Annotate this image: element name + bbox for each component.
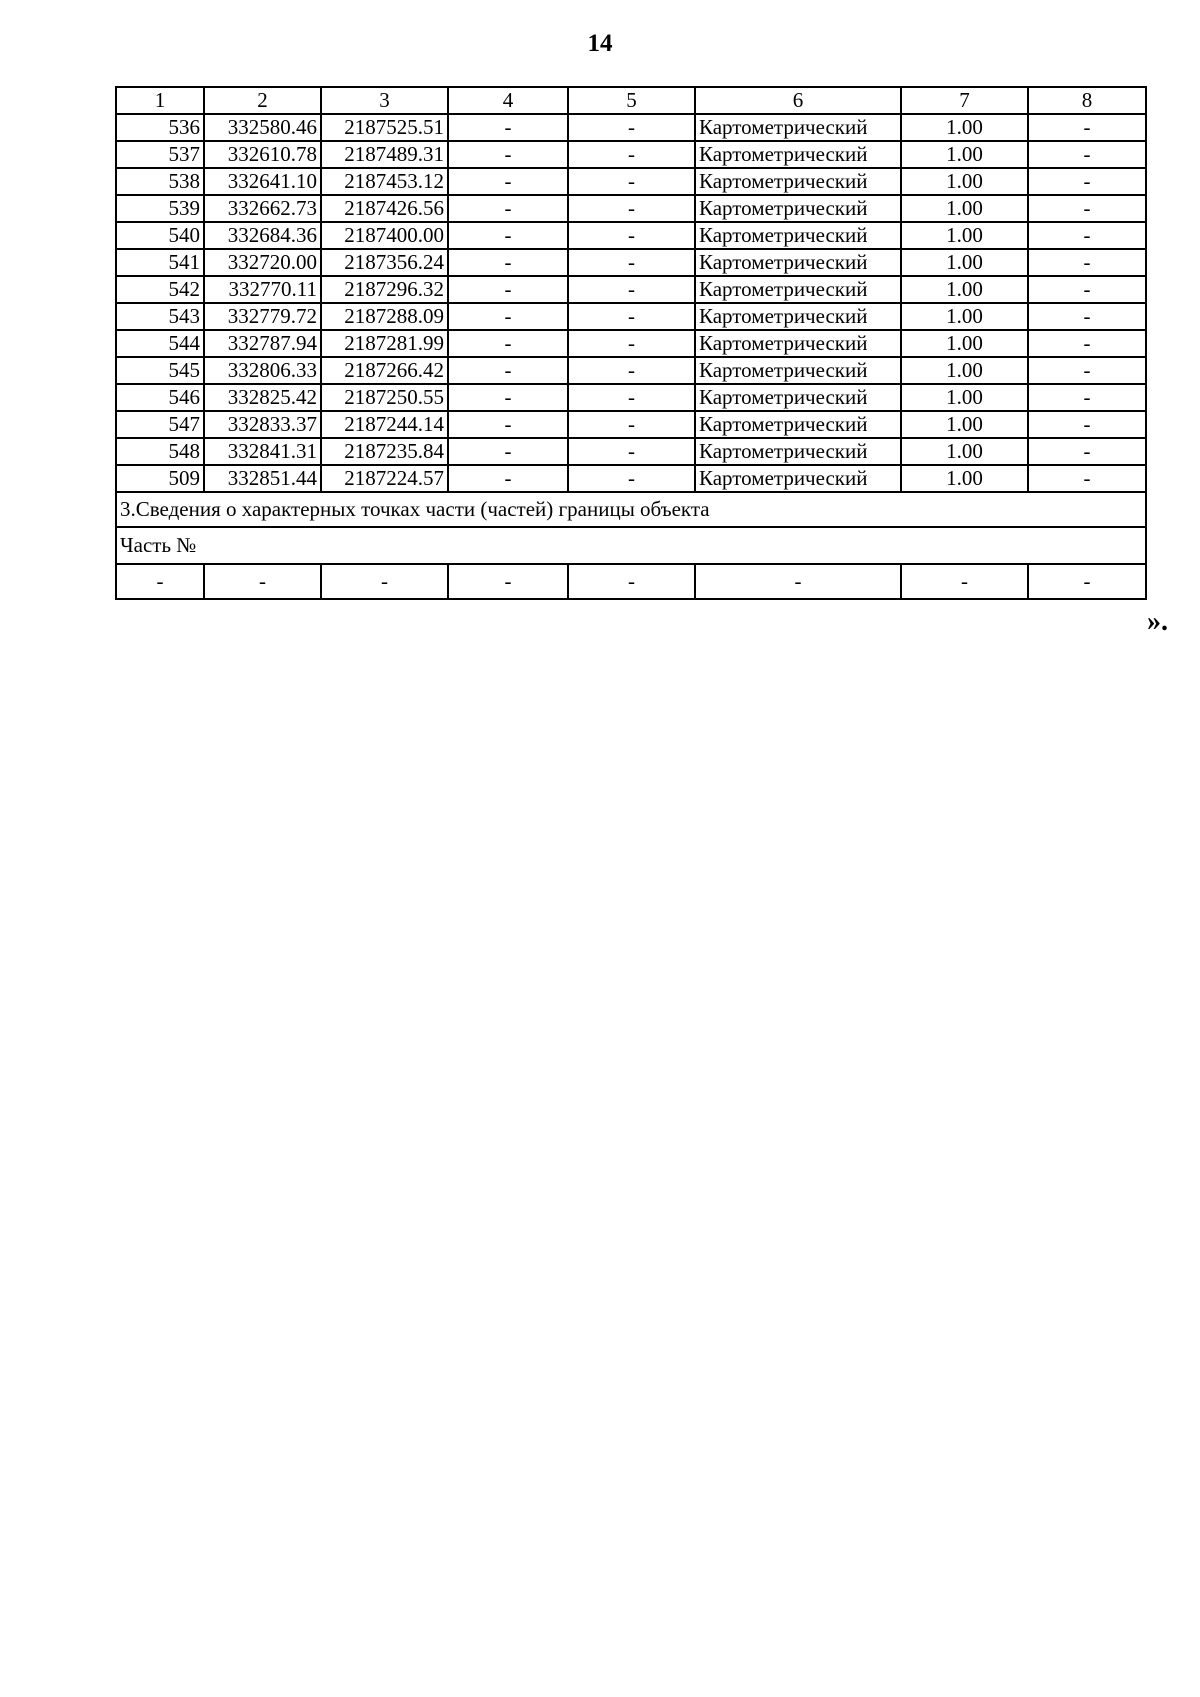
table-cell: - bbox=[568, 357, 695, 384]
table-cell: 332720.00 bbox=[204, 249, 321, 276]
table-cell: 2187266.42 bbox=[321, 357, 448, 384]
table-cell: 1.00 bbox=[901, 330, 1028, 357]
part-label: Часть № bbox=[116, 527, 1146, 564]
table-cell: - bbox=[1028, 357, 1146, 384]
table-cell: - bbox=[448, 357, 568, 384]
table-cell: - bbox=[1028, 249, 1146, 276]
table-cell: Картометрический bbox=[695, 114, 901, 141]
table-cell: 332825.42 bbox=[204, 384, 321, 411]
table-cell: 539 bbox=[116, 195, 204, 222]
table-cell: - bbox=[448, 276, 568, 303]
table-cell: Картометрический bbox=[695, 330, 901, 357]
table-cell: 2187235.84 bbox=[321, 438, 448, 465]
table-cell: 542 bbox=[116, 276, 204, 303]
table-cell: - bbox=[568, 330, 695, 357]
table-cell: 2187296.32 bbox=[321, 276, 448, 303]
table-cell: Картометрический bbox=[695, 438, 901, 465]
section-title-row bbox=[116, 492, 1146, 527]
table-cell: - bbox=[1028, 141, 1146, 168]
table-cell: - bbox=[448, 330, 568, 357]
table-cell: 1.00 bbox=[901, 438, 1028, 465]
table-cell: 332580.46 bbox=[204, 114, 321, 141]
table-cell: - bbox=[1028, 168, 1146, 195]
header-cell: 7 bbox=[901, 87, 1028, 114]
table-cell: - bbox=[448, 222, 568, 249]
table-cell: - bbox=[1028, 222, 1146, 249]
table-cell: 2187281.99 bbox=[321, 330, 448, 357]
table-cell: - bbox=[568, 222, 695, 249]
header-cell: 3 bbox=[321, 87, 448, 114]
table-cell: 2187244.14 bbox=[321, 411, 448, 438]
table-cell: 541 bbox=[116, 249, 204, 276]
table-cell: - bbox=[1028, 276, 1146, 303]
header-cell: 1 bbox=[116, 87, 204, 114]
table-cell: 332610.78 bbox=[204, 141, 321, 168]
table-cell: - bbox=[1028, 438, 1146, 465]
table-cell: 2187489.31 bbox=[321, 141, 448, 168]
table-cell: - bbox=[568, 249, 695, 276]
table-cell: - bbox=[448, 564, 568, 599]
table-cell: 332806.33 bbox=[204, 357, 321, 384]
table-cell: 537 bbox=[116, 141, 204, 168]
table-row bbox=[116, 249, 1146, 276]
table-cell: 332787.94 bbox=[204, 330, 321, 357]
table-cell: Картометрический bbox=[695, 411, 901, 438]
table-cell: 548 bbox=[116, 438, 204, 465]
table-cell: - bbox=[321, 564, 448, 599]
table-cell: - bbox=[448, 438, 568, 465]
table-cell: 1.00 bbox=[901, 195, 1028, 222]
table-cell: - bbox=[901, 564, 1028, 599]
table-cell: - bbox=[1028, 195, 1146, 222]
table-cell: 1.00 bbox=[901, 384, 1028, 411]
table-row bbox=[116, 141, 1146, 168]
table-cell: Картометрический bbox=[695, 303, 901, 330]
table-cell: - bbox=[1028, 564, 1146, 599]
coordinates-table bbox=[115, 86, 1147, 600]
table-row bbox=[116, 114, 1146, 141]
table-row bbox=[116, 411, 1146, 438]
table-cell: 540 bbox=[116, 222, 204, 249]
table-cell: 536 bbox=[116, 114, 204, 141]
table-cell: 1.00 bbox=[901, 168, 1028, 195]
part-row bbox=[116, 527, 1146, 564]
table-cell: - bbox=[1028, 384, 1146, 411]
header-cell: 2 bbox=[204, 87, 321, 114]
table-cell: 2187250.55 bbox=[321, 384, 448, 411]
table-header-row bbox=[116, 87, 1146, 114]
table-cell: 332779.72 bbox=[204, 303, 321, 330]
table-cell: Картометрический bbox=[695, 249, 901, 276]
table-cell: 2187224.57 bbox=[321, 465, 448, 492]
table-cell: Картометрический bbox=[695, 222, 901, 249]
table-cell: - bbox=[1028, 303, 1146, 330]
table-cell: 547 bbox=[116, 411, 204, 438]
header-cell: 8 bbox=[1028, 87, 1146, 114]
table-cell: 2187453.12 bbox=[321, 168, 448, 195]
table-cell: - bbox=[1028, 114, 1146, 141]
header-cell: 5 bbox=[568, 87, 695, 114]
table-cell: - bbox=[448, 249, 568, 276]
table-row bbox=[116, 465, 1146, 492]
table-row bbox=[116, 303, 1146, 330]
table-cell: Картометрический bbox=[695, 357, 901, 384]
header-cell: 6 bbox=[695, 87, 901, 114]
table-row bbox=[116, 168, 1146, 195]
table-cell: 543 bbox=[116, 303, 204, 330]
table-cell: - bbox=[568, 114, 695, 141]
table-cell: 1.00 bbox=[901, 249, 1028, 276]
table-cell: Картометрический bbox=[695, 141, 901, 168]
table-cell: 509 bbox=[116, 465, 204, 492]
table-cell: - bbox=[1028, 330, 1146, 357]
table-cell: 2187426.56 bbox=[321, 195, 448, 222]
table-cell: - bbox=[448, 168, 568, 195]
section-title: 3.Сведения о характерных точках части (частей) границы объекта bbox=[116, 492, 1146, 527]
part-data-row bbox=[116, 564, 1146, 599]
table-cell: - bbox=[568, 411, 695, 438]
table-cell: - bbox=[448, 141, 568, 168]
table-cell: - bbox=[204, 564, 321, 599]
header-cell: 4 bbox=[448, 87, 568, 114]
table-cell: Картометрический bbox=[695, 195, 901, 222]
table-cell: 538 bbox=[116, 168, 204, 195]
table-row bbox=[116, 438, 1146, 465]
table-cell: - bbox=[568, 195, 695, 222]
table-cell: - bbox=[448, 411, 568, 438]
table-cell: 1.00 bbox=[901, 465, 1028, 492]
table-row bbox=[116, 195, 1146, 222]
table-cell: - bbox=[568, 276, 695, 303]
table-cell: 545 bbox=[116, 357, 204, 384]
table-row bbox=[116, 384, 1146, 411]
table-cell: 332851.44 bbox=[204, 465, 321, 492]
closing-quote: ». bbox=[1147, 606, 1168, 637]
table-cell: - bbox=[1028, 465, 1146, 492]
table-cell: - bbox=[1028, 411, 1146, 438]
table-cell: - bbox=[568, 141, 695, 168]
table-cell: 2187356.24 bbox=[321, 249, 448, 276]
table-cell: 2187288.09 bbox=[321, 303, 448, 330]
table-cell: 1.00 bbox=[901, 303, 1028, 330]
table-cell: - bbox=[448, 195, 568, 222]
table-row bbox=[116, 276, 1146, 303]
table-cell: 1.00 bbox=[901, 411, 1028, 438]
table-cell: Картометрический bbox=[695, 168, 901, 195]
table-cell: 1.00 bbox=[901, 114, 1028, 141]
table-cell: 1.00 bbox=[901, 141, 1028, 168]
table-cell: - bbox=[568, 564, 695, 599]
table-cell: 2187525.51 bbox=[321, 114, 448, 141]
table-cell: 1.00 bbox=[901, 222, 1028, 249]
table-cell: 332770.11 bbox=[204, 276, 321, 303]
table-cell: 544 bbox=[116, 330, 204, 357]
table-cell: - bbox=[568, 438, 695, 465]
table-cell: 1.00 bbox=[901, 357, 1028, 384]
table-cell: 332641.10 bbox=[204, 168, 321, 195]
table-cell: 546 bbox=[116, 384, 204, 411]
table-row bbox=[116, 222, 1146, 249]
table-cell: - bbox=[448, 303, 568, 330]
table-cell: 332841.31 bbox=[204, 438, 321, 465]
table-cell: 332662.73 bbox=[204, 195, 321, 222]
table-row bbox=[116, 357, 1146, 384]
table-cell: - bbox=[448, 114, 568, 141]
table-cell: - bbox=[448, 465, 568, 492]
table-cell: - bbox=[116, 564, 204, 599]
table-cell: 2187400.00 bbox=[321, 222, 448, 249]
table-cell: Картометрический bbox=[695, 384, 901, 411]
table-cell: - bbox=[568, 303, 695, 330]
table-cell: Картометрический bbox=[695, 465, 901, 492]
table-cell: Картометрический bbox=[695, 276, 901, 303]
table-cell: 1.00 bbox=[901, 276, 1028, 303]
table-cell: - bbox=[568, 168, 695, 195]
table-cell: - bbox=[695, 564, 901, 599]
table-cell: - bbox=[448, 384, 568, 411]
table-body bbox=[116, 87, 1146, 599]
table-cell: - bbox=[568, 384, 695, 411]
table-cell: 332684.36 bbox=[204, 222, 321, 249]
table-row bbox=[116, 330, 1146, 357]
table-cell: - bbox=[568, 465, 695, 492]
page-number: 14 bbox=[587, 30, 613, 57]
table-cell: 332833.37 bbox=[204, 411, 321, 438]
